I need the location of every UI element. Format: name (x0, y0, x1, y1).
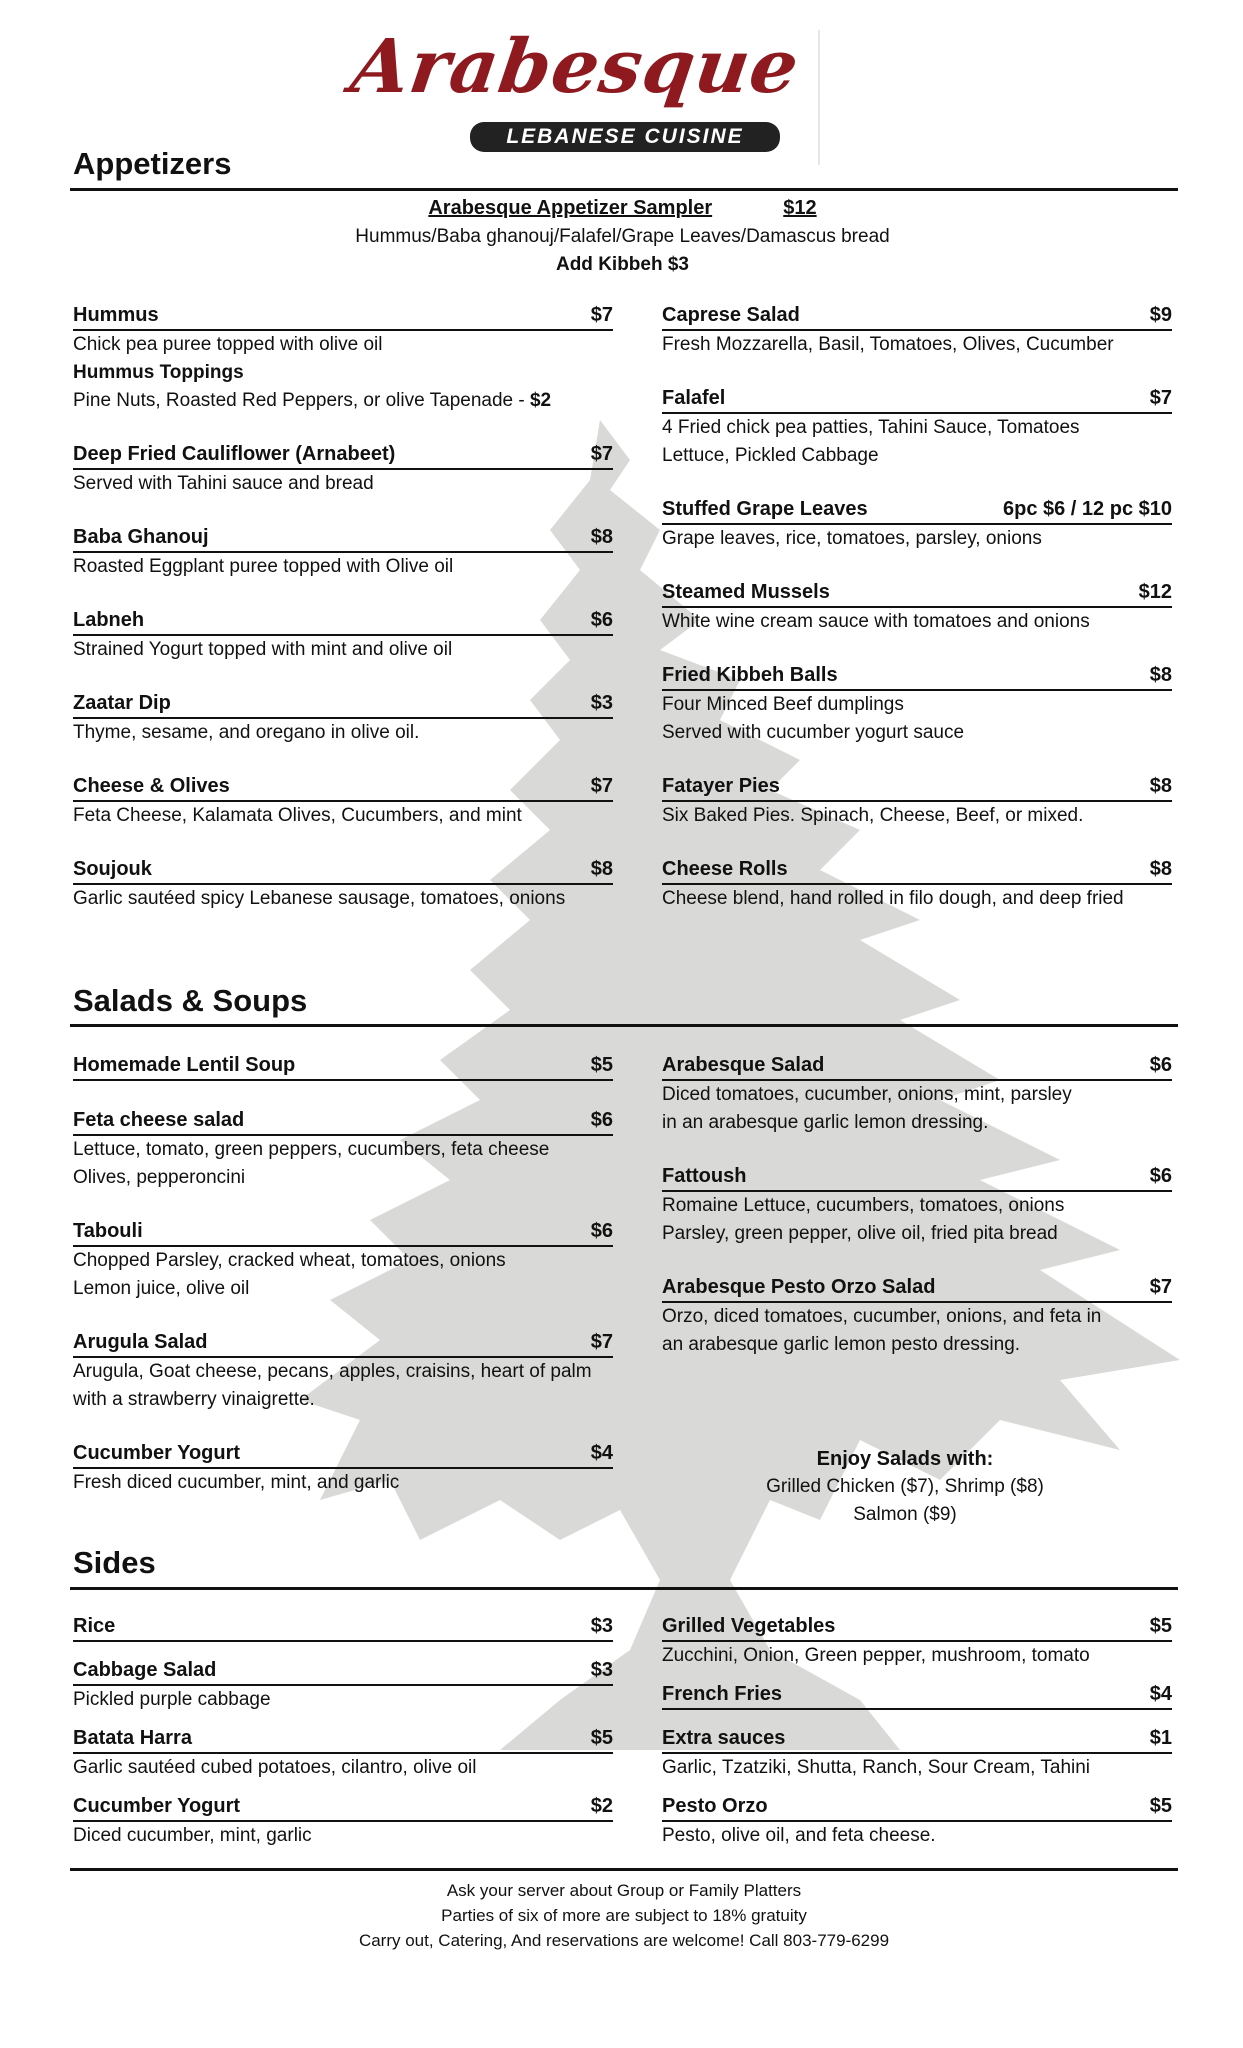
menu-item-name: Fattoush (662, 1165, 747, 1187)
footer-notes (70, 1878, 1178, 1953)
menu-item-name: Cucumber Yogurt (73, 1795, 241, 1817)
menu-item (73, 1330, 613, 1414)
menu-item-header (662, 1794, 1172, 1822)
sampler-price: $12 (783, 197, 817, 219)
menu-item-description: in an arabesque garlic lemon dressing. (662, 1112, 989, 1133)
menu-item (73, 691, 613, 747)
menu-item-price: $9 (1149, 304, 1172, 326)
menu-item (73, 1108, 613, 1192)
menu-item (662, 1614, 1172, 1670)
menu-item (662, 774, 1172, 830)
menu-item-price: $6 (590, 1220, 613, 1242)
menu-item-price: $12 (1138, 581, 1172, 603)
menu-item-header (73, 1614, 613, 1642)
menu-item-name: Caprese Salad (662, 304, 800, 326)
menu-item-description: Roasted Eggplant puree topped with Olive oil (73, 556, 454, 577)
menu-item-name: Fatayer Pies (662, 775, 780, 797)
menu-item-description: Garlic sautéed spicy Lebanese sausage, tomatoes, onions (73, 888, 566, 909)
menu-item-header (73, 1053, 613, 1081)
menu-item-description: Parsley, green pepper, olive oil, fried pita bread (662, 1223, 1058, 1244)
menu-item-name: Stuffed Grape Leaves (662, 498, 868, 520)
menu-item-description: Served with cucumber yogurt sauce (662, 722, 965, 743)
menu-item-price: $7 (590, 1331, 613, 1353)
menu-item-price: $1 (1149, 1727, 1172, 1749)
menu-item (662, 663, 1172, 747)
menu-item-price: $4 (590, 1442, 613, 1464)
footer-divider (70, 1868, 1178, 1871)
menu-item-price: $3 (590, 692, 613, 714)
section-divider (70, 1024, 1178, 1027)
menu-item-header (73, 774, 613, 802)
menu-item-description: Lettuce, tomato, green peppers, cucumbers, feta cheese (73, 1139, 550, 1160)
menu-item-name: Batata Harra (73, 1727, 192, 1749)
menu-item-name: Fried Kibbeh Balls (662, 664, 838, 686)
section-title-sides: Sides (73, 1545, 156, 1580)
menu-item (73, 857, 613, 913)
menu-item-header (73, 303, 613, 331)
menu-item-description: Served with Tahini sauce and bread (73, 473, 374, 494)
menu-item-name: Deep Fried Cauliflower (Arnabeet) (73, 443, 396, 465)
salad-addons (700, 1445, 1110, 1529)
menu-item (73, 303, 613, 415)
logo-wordmark: Arabesque (345, 24, 805, 110)
menu-item-subtext (73, 387, 613, 415)
menu-item-name: Hummus (73, 304, 159, 326)
menu-item-price: $3 (590, 1659, 613, 1681)
menu-item-name: Zaatar Dip (73, 692, 171, 714)
menu-item-price: $6 (590, 1109, 613, 1131)
logo-divider (818, 30, 820, 165)
menu-item-description: Lettuce, Pickled Cabbage (662, 445, 879, 466)
menu-item-description: Pickled purple cabbage (73, 1689, 271, 1710)
menu-item-header (73, 1219, 613, 1247)
footer-line: Parties of six of more are subject to 18% gratuity (441, 1906, 807, 1925)
menu-item-price: $8 (590, 858, 613, 880)
menu-item (73, 1614, 613, 1642)
menu-item-name: Steamed Mussels (662, 581, 830, 603)
appetizers-right-column (662, 303, 1172, 940)
menu-item (73, 525, 613, 581)
menu-item-description: Diced cucumber, mint, garlic (73, 1825, 312, 1846)
section-divider (70, 188, 1178, 191)
menu-item-name: Tabouli (73, 1220, 143, 1242)
menu-item (662, 580, 1172, 636)
menu-item (662, 1726, 1172, 1782)
menu-item-name: Extra sauces (662, 1727, 786, 1749)
menu-item-header (662, 1053, 1172, 1081)
menu-item-subtext-label: Pine Nuts, Roasted Red Peppers, or olive Tapenade - (73, 390, 530, 411)
menu-item-name: Grilled Vegetables (662, 1615, 836, 1637)
logo-subtitle: LEBANESE CUISINE (470, 122, 780, 152)
menu-item-header (662, 857, 1172, 885)
menu-item-price: $7 (1149, 1276, 1172, 1298)
menu-item-header (662, 1164, 1172, 1192)
menu-item-header (73, 442, 613, 470)
menu-item (73, 608, 613, 664)
menu-item (73, 1794, 613, 1850)
menu-item-name: French Fries (662, 1683, 783, 1705)
menu-item-price: $5 (1149, 1615, 1172, 1637)
menu-item-header (662, 303, 1172, 331)
sides-left-column (73, 1614, 613, 1862)
menu-item-price: $5 (1149, 1795, 1172, 1817)
menu-item-header (662, 497, 1172, 525)
footer-line: Ask your server about Group or Family Platters (446, 1881, 802, 1900)
menu-item-header (662, 1682, 1172, 1710)
section-title-appetizers: Appetizers (73, 146, 232, 181)
menu-item-name: Arugula Salad (73, 1331, 208, 1353)
menu-item (73, 1658, 613, 1714)
menu-item-price: $6 (590, 609, 613, 631)
menu-item-description: Romaine Lettuce, cucumbers, tomatoes, onions (662, 1195, 1065, 1216)
menu-item-description: with a strawberry vinaigrette. (73, 1389, 315, 1410)
menu-item-name: Arabesque Salad (662, 1054, 825, 1076)
menu-item-price: $8 (590, 526, 613, 548)
menu-item-description: Thyme, sesame, and oregano in olive oil. (73, 722, 420, 743)
menu-item-name: Homemade Lentil Soup (73, 1054, 296, 1076)
sides-right-column (662, 1614, 1172, 1862)
menu-item (662, 497, 1172, 553)
menu-item-description: Four Minced Beef dumplings (662, 694, 904, 715)
menu-item (73, 442, 613, 498)
menu-item-description: Orzo, diced tomatoes, cucumber, onions, and feta in (662, 1306, 1102, 1327)
menu-item-header (662, 663, 1172, 691)
menu-item-header (662, 580, 1172, 608)
menu-item-name: Cucumber Yogurt (73, 1442, 241, 1464)
menu-item-header (662, 386, 1172, 414)
menu-item-header (73, 1108, 613, 1136)
menu-item-price: $6 (1149, 1165, 1172, 1187)
menu-item-price: $8 (1149, 858, 1172, 880)
menu-item-price: $7 (590, 443, 613, 465)
menu-item-name: Labneh (73, 609, 145, 631)
menu-item-name: Feta cheese salad (73, 1109, 245, 1131)
appetizer-sampler (300, 194, 945, 279)
menu-item (662, 386, 1172, 470)
salad-addons-line: Grilled Chicken ($7), Shrimp ($8) (766, 1476, 1044, 1497)
menu-item-description: Cheese blend, hand rolled in filo dough, and deep fried (662, 888, 1124, 909)
sampler-title (300, 194, 945, 222)
menu-item-header (662, 1275, 1172, 1303)
menu-item (73, 1726, 613, 1782)
menu-item-description: Feta Cheese, Kalamata Olives, Cucumbers, and mint (73, 805, 522, 826)
menu-item (662, 1275, 1172, 1359)
menu-item (662, 857, 1172, 913)
menu-item-header (73, 857, 613, 885)
menu-item-price: $4 (1149, 1683, 1172, 1705)
menu-item-price: $6 (1149, 1054, 1172, 1076)
menu-item-description: Fresh diced cucumber, mint, and garlic (73, 1472, 400, 1493)
menu-item-price: 6pc $6 / 12 pc $10 (1002, 498, 1172, 520)
menu-item (662, 1794, 1172, 1850)
menu-item-name: Falafel (662, 387, 726, 409)
salad-addons-title: Enjoy Salads with: (816, 1448, 994, 1470)
menu-item-header (662, 1614, 1172, 1642)
menu-item-description: Lemon juice, olive oil (73, 1278, 250, 1299)
menu-item-name: Rice (73, 1615, 116, 1637)
menu-item (73, 1053, 613, 1081)
menu-item-price: $2 (590, 1795, 613, 1817)
menu-item-header (662, 1726, 1172, 1754)
menu-item-price: $7 (1149, 387, 1172, 409)
menu-item-description: an arabesque garlic lemon pesto dressing. (662, 1334, 1021, 1355)
menu-item-header (73, 1794, 613, 1822)
menu-item-description: Zucchini, Onion, Green pepper, mushroom, tomato (662, 1645, 1090, 1666)
menu-item-price: $8 (1149, 664, 1172, 686)
menu-item-description: Diced tomatoes, cucumber, onions, mint, parsley (662, 1084, 1072, 1105)
menu-item (73, 774, 613, 830)
menu-item-header (73, 608, 613, 636)
menu-item-name: Arabesque Pesto Orzo Salad (662, 1276, 936, 1298)
menu-item-description: Garlic sautéed cubed potatoes, cilantro, olive oil (73, 1757, 477, 1778)
menu-item-header (73, 1330, 613, 1358)
menu-item-description: Grape leaves, rice, tomatoes, parsley, onions (662, 528, 1042, 549)
menu-item-price: $7 (590, 304, 613, 326)
menu-item (73, 1441, 613, 1497)
menu-item-description: 4 Fried chick pea patties, Tahini Sauce, Tomatoes (662, 417, 1080, 438)
menu-item-price: $5 (590, 1054, 613, 1076)
menu-item-name: Baba Ghanouj (73, 526, 209, 548)
menu-item-description: Six Baked Pies. Spinach, Cheese, Beef, or mixed. (662, 805, 1084, 826)
menu-item-header (73, 1726, 613, 1754)
menu-item (662, 1682, 1172, 1710)
menu-item-header (73, 1658, 613, 1686)
menu-item-header (73, 691, 613, 719)
menu-item-name: Soujouk (73, 858, 152, 880)
menu-item (662, 1164, 1172, 1248)
menu-item-name: Cheese & Olives (73, 775, 230, 797)
menu-item-subtext-price: $2 (529, 390, 552, 411)
menu-item (662, 303, 1172, 359)
sampler-add: Add Kibbeh $3 (555, 254, 689, 275)
salad-addons-line: Salmon ($9) (853, 1504, 957, 1525)
menu-item-header (73, 525, 613, 553)
menu-item-header (73, 1441, 613, 1469)
menu-item-description: Arugula, Goat cheese, pecans, apples, craisins, heart of palm (73, 1361, 592, 1382)
menu-item-description: Fresh Mozzarella, Basil, Tomatoes, Olives, Cucumber (662, 334, 1114, 355)
menu-item-description: White wine cream sauce with tomatoes and onions (662, 611, 1090, 632)
menu-item (662, 1053, 1172, 1137)
section-divider (70, 1587, 1178, 1590)
menu-item-description: Pesto, olive oil, and feta cheese. (662, 1825, 936, 1846)
appetizers-left-column (73, 303, 613, 940)
sampler-items: Hummus/Baba ghanouj/Falafel/Grape Leaves/Damascus bread (355, 226, 890, 247)
menu-item-name: Pesto Orzo (662, 1795, 768, 1817)
menu-item-price: $3 (590, 1615, 613, 1637)
salads-left-column (73, 1053, 613, 1524)
menu-item-subheading: Hummus Toppings (73, 362, 244, 383)
menu-item-header (662, 774, 1172, 802)
menu-item-description: Strained Yogurt topped with mint and olive oil (73, 639, 453, 660)
menu-item-price: $8 (1149, 775, 1172, 797)
menu-item-name: Cheese Rolls (662, 858, 788, 880)
footer-line: Carry out, Catering, And reservations are welcome! Call 803-779-6299 (358, 1931, 890, 1950)
menu-item-description: Chopped Parsley, cracked wheat, tomatoes, onions (73, 1250, 506, 1271)
sampler-name: Arabesque Appetizer Sampler (428, 197, 713, 219)
menu-item-description: Olives, pepperoncini (73, 1167, 246, 1188)
salads-right-column (662, 1053, 1172, 1386)
menu-item-description: Chick pea puree topped with olive oil (73, 334, 383, 355)
menu-item-description: Garlic, Tzatziki, Shutta, Ranch, Sour Cream, Tahini (662, 1757, 1091, 1778)
menu-item (73, 1219, 613, 1303)
menu-item-name: Cabbage Salad (73, 1659, 217, 1681)
menu-item-price: $7 (590, 775, 613, 797)
menu-item-price: $5 (590, 1727, 613, 1749)
section-title-salads-soups: Salads & Soups (73, 983, 308, 1018)
